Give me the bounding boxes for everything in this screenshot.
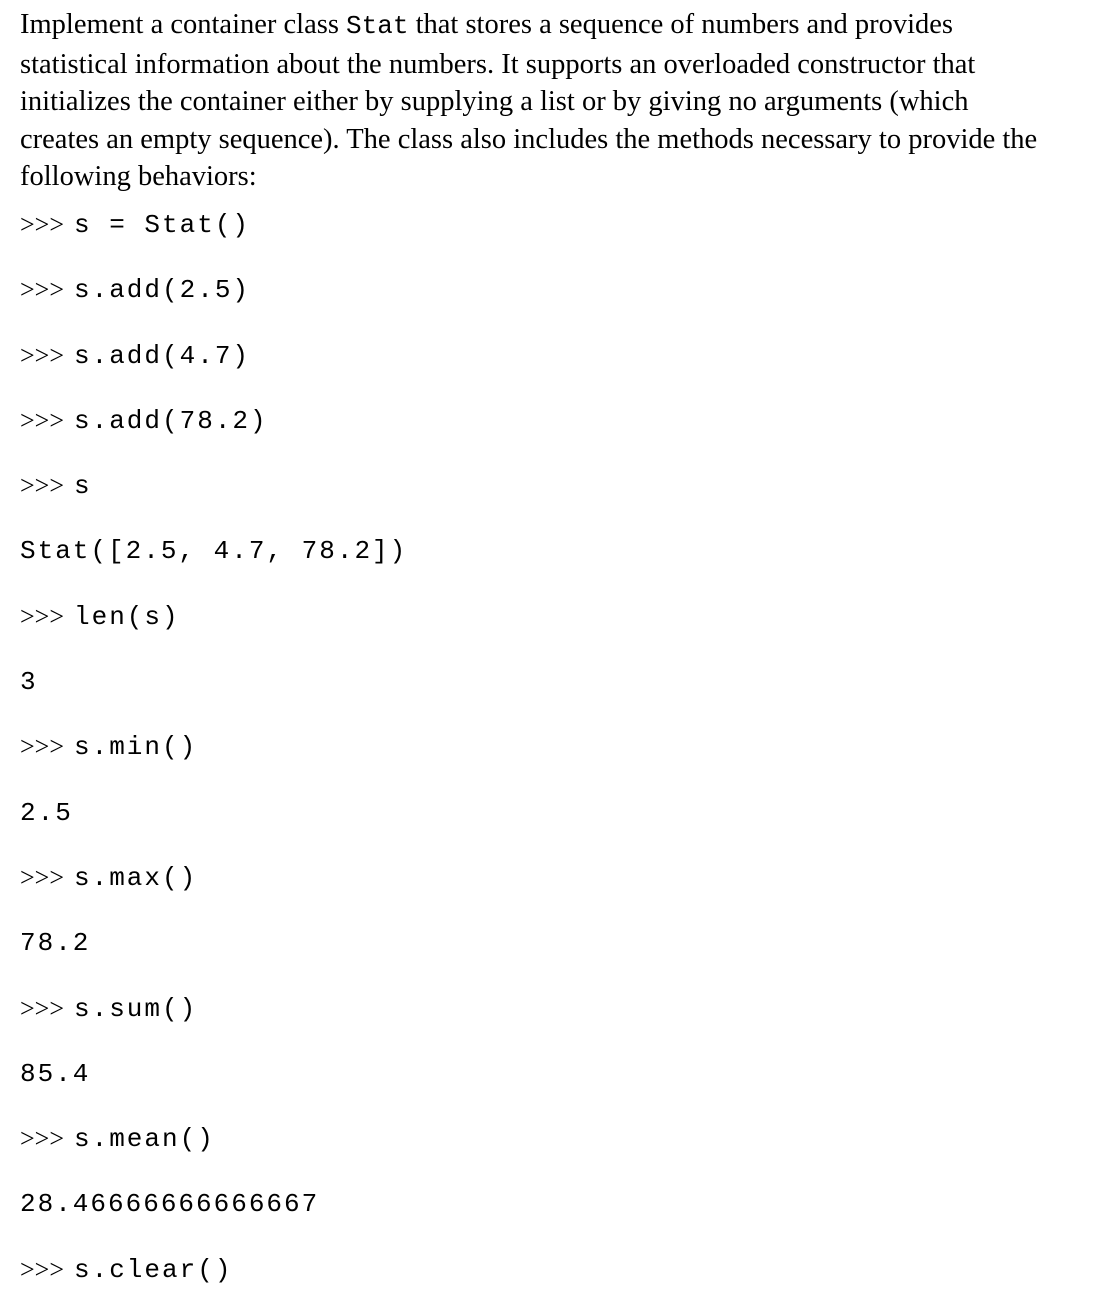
session-input-line	[20, 598, 1110, 663]
intro-line-2: statistical information about the numbers. It supports an overloaded constructor that	[20, 48, 976, 80]
prompt-symbol: >>>	[20, 210, 64, 239]
intro-line-5: following behaviors:	[20, 161, 257, 192]
command-text: s = Stat()	[74, 210, 251, 240]
session-output-line	[20, 663, 1110, 728]
prompt-symbol: >>>	[20, 340, 64, 370]
command-text: s.clear()	[74, 1254, 233, 1285]
session-input-line	[20, 728, 1110, 793]
prompt-symbol: >>>	[20, 862, 64, 892]
intro-paragraph	[20, 6, 1110, 196]
session-output-line	[20, 1185, 1110, 1250]
prompt-symbol: >>>	[20, 471, 64, 501]
session-input-line	[20, 1120, 1110, 1185]
command-text: s.sum()	[74, 993, 198, 1024]
session-input-line	[20, 990, 1110, 1055]
document-page	[20, 6, 1110, 196]
session-output-line	[20, 532, 1110, 597]
command-text: s	[74, 471, 92, 502]
intro-line-1	[20, 6, 1110, 46]
output-text: 85.4	[20, 1058, 91, 1089]
intro-text: Implement a container class	[20, 9, 347, 40]
prompt-symbol: >>>	[20, 732, 64, 762]
prompt-symbol: >>>	[20, 993, 64, 1023]
command-text: len(s)	[74, 601, 180, 632]
class-name-code: Stat	[346, 11, 409, 41]
command-text: s.min()	[74, 732, 198, 763]
output-text: 2.5	[20, 797, 73, 828]
intro-line-3: initializes the container either by supplying a list or by giving no arguments (which	[20, 86, 969, 117]
command-text: s.max()	[74, 862, 198, 893]
session-input-line	[20, 206, 1110, 271]
output-text: 28.46666666666667	[20, 1189, 320, 1220]
command-text: s.mean()	[74, 1124, 215, 1155]
prompt-symbol: >>>	[20, 405, 64, 435]
intro-text: that stores a sequence of numbers and provides	[408, 9, 953, 40]
session-input-line	[20, 271, 1110, 336]
session-output-line	[20, 924, 1110, 989]
prompt-symbol: >>>	[20, 601, 64, 631]
prompt-symbol: >>>	[20, 275, 64, 305]
output-text: Stat([2.5, 4.7, 78.2])	[20, 536, 408, 567]
session-input-line	[20, 859, 1110, 924]
session-output-line	[20, 1055, 1110, 1120]
command-text: s.add(4.7)	[74, 340, 251, 371]
command-text: s.add(2.5)	[74, 275, 251, 306]
output-text: 3	[20, 667, 38, 698]
session-input-line	[20, 467, 1110, 532]
intro-line-4: creates an empty sequence). The class also includes the methods necessary to provide the	[20, 123, 1038, 155]
session-output-line	[20, 794, 1110, 859]
session-input-line	[20, 402, 1110, 467]
prompt-symbol: >>>	[20, 1124, 64, 1154]
command-text: s.add(78.2)	[74, 405, 268, 436]
prompt-symbol: >>>	[20, 1254, 64, 1284]
session-input-line	[20, 1251, 1110, 1316]
session-input-line	[20, 337, 1110, 402]
interpreter-session	[20, 206, 1110, 1316]
output-text: 78.2	[20, 928, 91, 959]
